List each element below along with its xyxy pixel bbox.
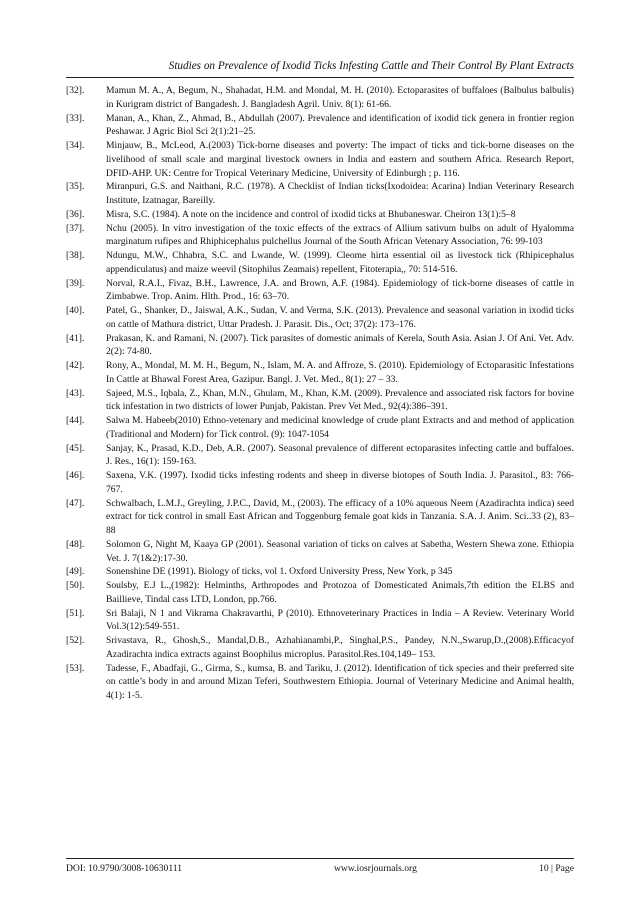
- footer-page-number: 10 | Page: [539, 863, 574, 874]
- reference-number: [36].: [66, 208, 85, 220]
- reference-item: [66, 222, 574, 250]
- header-rule: [66, 77, 574, 78]
- reference-number: [35].: [66, 181, 85, 193]
- reference-number: [51].: [66, 607, 85, 619]
- reference-text: Sonenshine DE (1991). Biology of ticks, vol 1. Oxford University Press, New York, p 345: [106, 566, 453, 578]
- reference-text: Srivastava, R., Ghosh,S., Mandal,D.B., Azhahianambi,P., Singhal,P.S., Pandey, N.N.,Swarup,D.,(2008).Efficacyof Azadirachta indica extracts against Boophilus microplus. Parasitol.Res.104,149– 153.: [106, 635, 574, 660]
- reference-item: [66, 662, 574, 703]
- reference-item: [66, 607, 574, 635]
- reference-item: [66, 469, 574, 497]
- reference-text: Miranpuri, G.S. and Naithani, R.C. (1978). A Checklist of Indian ticks(Ixodoidea: Acarina) Indian Veterinary Research Institute, Izatnagar, Bareilly.: [106, 181, 574, 206]
- reference-text: Patel, G., Shanker, D., Jaiswal, A.K., Sudan, V. and Verma, S.K. (2013). Prevalence and seasonal variation in ixodid ticks on cattle of Mathura district, Uttar Pradesh. J. Parasit. Dis., Oct; 37(2): 173–176.: [106, 305, 574, 330]
- reference-item: [66, 84, 574, 112]
- reference-text: Sanjay, K., Prasad, K.D., Deb, A.R. (2007). Seasonal prevalence of different ectoparasites infecting cattle and buffaloes. J. Res., 16(1): 159-163.: [106, 442, 574, 468]
- reference-number: [49].: [66, 566, 85, 578]
- reference-item: [66, 332, 574, 360]
- reference-item: [66, 304, 574, 332]
- reference-item: [66, 139, 574, 180]
- reference-item: [66, 497, 574, 538]
- running-header: Studies on Prevalence of Ixodid Ticks Infesting Cattle and Their Control By Plant Extracts: [168, 60, 574, 72]
- reference-text: Minjauw, B., McLeod, A.(2003) Tick-borne diseases and poverty: The impact of ticks and tick-borne diseases on the livelihood of small scale and marginal livestock owners in India and eastern and southern Africa. Research Report, DFID-AHP. UK: Centre for Tropical Veterinary Medicine, University of Edinburgh ; p. 116.: [106, 140, 574, 179]
- reference-item: [66, 565, 574, 579]
- reference-item: [66, 538, 574, 566]
- reference-number: [43].: [66, 387, 85, 399]
- reference-number: [33].: [66, 112, 85, 124]
- reference-number: [47].: [66, 497, 85, 509]
- reference-number: [41].: [66, 332, 85, 344]
- reference-text: Schwalbach, L.M.J., Greyling, J.P.C., David, M., (2003). The efficacy of a 10% aqueous Neem (Azadirachta indica) seed extract for tick control in small East African and Toggenburg female goat kids in Tanzania. S.A. J. Anim. Sci..33 (2), 83–88: [106, 497, 574, 536]
- reference-item: [66, 112, 574, 140]
- reference-text: Manan, A., Khan, Z., Ahmad, B., Abdullah (2007). Prevalence and identification of ixodid tick genera in frontier region Peshawar. J Agric Biol Sci 2(1):21–25.: [106, 112, 574, 138]
- reference-number: [48].: [66, 538, 85, 550]
- reference-text: Mamun M. A., A, Begum, N., Shahadat, H.M. and Mondal, M. H. (2010). Ectoparasites of buffaloes (Balbulus balbulis) in Kurigram district of Bangadesh. J. Bangladesh Agril. Univ. 8(1): 61-66.: [106, 85, 574, 110]
- reference-text: Tadesse, F., Abadfaji, G., Girma, S., kumsa, B. and Tariku, J. (2012). Identification of tick species and their preferred site on cattle’s body in and around Mizan Teferi, Southwestern Ethiopia. Journal of Veterinary Medicine and Animal health, 4(1): 1-5.: [106, 662, 574, 701]
- reference-number: [37].: [66, 222, 85, 234]
- reference-item: [66, 180, 574, 208]
- reference-number: [52].: [66, 635, 85, 646]
- reference-item: [66, 579, 574, 607]
- reference-text: Sri Balaji, N 1 and Vikrama Chakravarthi, P (2010). Ethnoveterinary Practices in India – A Review. Veterinary World Vol.3(12):549-551.: [106, 607, 574, 633]
- reference-number: [40].: [66, 305, 85, 316]
- reference-item: [66, 249, 574, 277]
- reference-text: Misra, S.C. (1984). A note on the incidence and control of ixodid ticks at Bhubaneswar. Cheiron 13(1):5–8: [106, 208, 516, 220]
- reference-item: [66, 277, 574, 305]
- reference-number: [42].: [66, 360, 85, 371]
- reference-number: [44].: [66, 415, 85, 426]
- reference-number: [45].: [66, 442, 85, 454]
- reference-item: [66, 414, 574, 442]
- reference-list: [66, 84, 574, 703]
- reference-text: Sajeed, M.S., Iqbala, Z., Khan, M.N., Ghulam, M., Khan, K.M. (2009). Prevalence and associated risk factors for bovine tick infestation in two districts of lower Punjab, Pakistan. Prev Vet Med., 92(4):386–391.: [106, 387, 574, 413]
- reference-number: [46].: [66, 470, 85, 481]
- reference-item: [66, 208, 574, 222]
- reference-number: [50].: [66, 580, 85, 591]
- reference-number: [32].: [66, 85, 85, 96]
- reference-number: [39].: [66, 277, 85, 289]
- reference-number: [53].: [66, 662, 85, 674]
- reference-text: Saxena, V.K. (1997). Ixodid ticks infesting rodents and sheep in diverse biotopes of South India. J. Parasitol., 83: 766-767.: [106, 470, 574, 495]
- reference-number: [38].: [66, 250, 85, 261]
- reference-item: [66, 359, 574, 387]
- reference-text: Norval, R.A.I., Fivaz, B.H., Lawrence, J.A. and Brown, A.F. (1984). Epidemiology of tick-borne diseases of cattle in Zimbabwe. Trop. Anim. Hlth. Prod., 16: 63–70.: [106, 277, 574, 303]
- reference-item: [66, 634, 574, 662]
- reference-number: [34].: [66, 140, 85, 151]
- reference-text: Solomon G, Night M, Kaaya GP (2001). Seasonal variation of ticks on calves at Sabetha, Western Shewa zone. Ethiopia Vet. J. 7(1&2):17-30.: [106, 538, 574, 564]
- reference-text: Ndungu, M.W., Chhabra, S.C. and Lwande, W. (1999). Cleome hirta essential oil as livestock tick (Rhipicephalus appendiculatus) and maize weevil (Sitophilus Zeamais) repellent, Fitoterapia,, 70: 514-516.: [106, 250, 574, 275]
- reference-item: [66, 442, 574, 470]
- reference-text: Soulsby, E.J L.,(1982): Helminths, Arthropodes and Protozoa of Domesticated Animals,7th edition the ELBS and Baillieve, Tindal cass LTD, London, pp.766.: [106, 580, 574, 605]
- reference-text: Nchu (2005). In vitro investigation of the toxic effects of the extracs of Allium sativum bulbs on adult of Hyalomma marginatum rufipes and Rhiphicephalus pulchellus Journal of the South African Vetenary Association, 76: 99-103: [106, 222, 574, 248]
- reference-text: Salwa M. Habeeb(2010) Ethno-vetenary and medicinal knowledge of crude plant Extracts and and method of application (Traditional and Modern) for Tick control. (9): 1047-1054: [106, 415, 574, 440]
- footer-rule: [66, 858, 574, 859]
- footer-website-link[interactable]: www.iosrjournals.org: [334, 863, 417, 874]
- reference-text: Rony, A., Mondal, M. M. H., Begum, N., Islam, M. A. and Affroze, S. (2010). Epidemiology of Ectoparasitic Infestations In Cattle at Bhawal Forest Area, Gazipur. Bangl. J. Vet. Med., 8(1): 27 – 33.: [106, 360, 574, 385]
- reference-text: Prakasan, K. and Ramani, N. (2007). Tick parasites of domestic animals of Kerela, South Asia. Asian J. Of Ani. Vet. Adv. 2(2): 74-80.: [106, 332, 574, 358]
- reference-item: [66, 387, 574, 415]
- footer-doi: DOI: 10.9790/3008-10630111: [66, 863, 183, 874]
